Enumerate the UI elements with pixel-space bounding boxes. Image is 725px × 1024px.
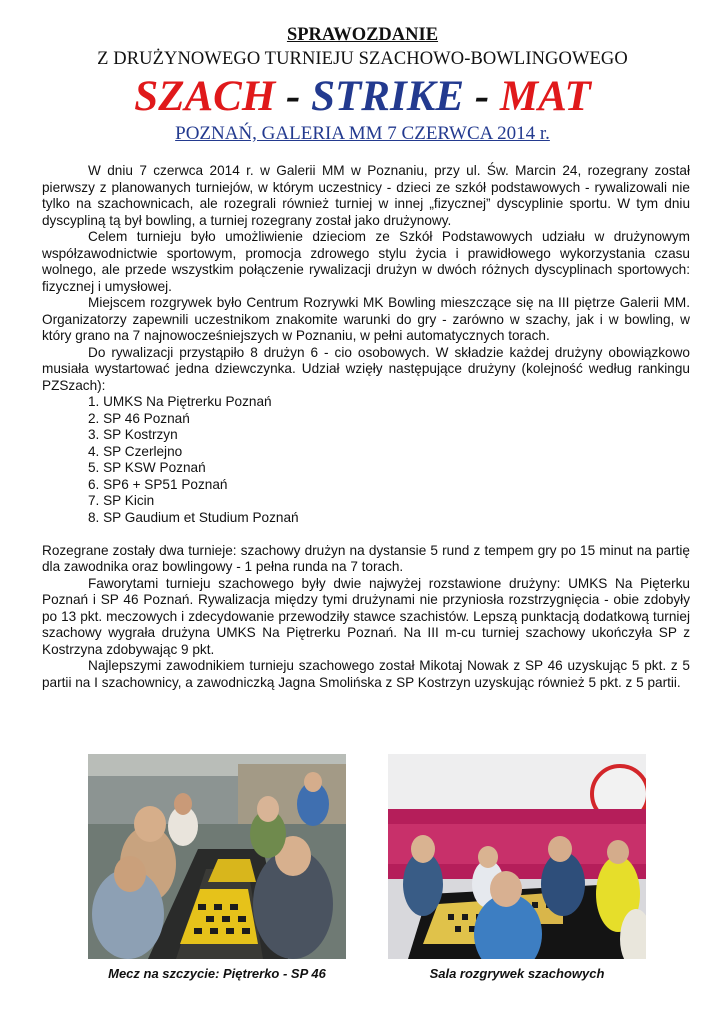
teams-list <box>42 394 690 526</box>
title-separator: - <box>464 73 500 120</box>
list-item: 2. SP 46 Poznań <box>88 410 190 426</box>
title-separator: - <box>275 73 312 120</box>
title-mat: MAT <box>499 73 591 120</box>
list-item: 8. SP Gaudium et Studium Poznań <box>88 509 299 525</box>
photo-chess-hall-image <box>388 754 646 959</box>
list-item: 6. SP6 + SP51 Poznań <box>88 476 228 492</box>
spacer <box>42 526 690 543</box>
report-heading: SPRAWOZDANIE <box>286 25 439 45</box>
photo-top-match <box>88 754 346 959</box>
tournament-title <box>0 72 725 122</box>
list-item: 3. SP Kostrzyn <box>88 427 178 442</box>
paragraph-intro: W dniu 7 czerwca 2014 r. w Galerii MM w Poznaniu, przy ul. Św. Marcin 24, rozegrany został pierwszy z planowanych turniejów, w którym uczestnicy - dzieci ze szkół podstawowych - rywalizowali nie tylko na szachownicach, ale rozegrali również turniej w innej „fizycznej” dyscyplinie sportu. W tym dniu dyscypliną tą był bowling, a turniej rozegrany został jako drużynowy. <box>42 163 690 228</box>
photo-chess-hall <box>388 754 646 959</box>
paragraph-best-players: Najlepszymi zawodnikiem turnieju szachowego został Mikotaj Nowak z SP 46 uzyskując 5 pkt. z 5 partii na I szachownicy, a zawodniczką Jagna Smolińska z SP Kostrzyn uzyskując również 5 pkt. z 5 partii. <box>42 658 690 690</box>
list-item: 4. SP Czerlejno <box>88 443 183 459</box>
caption-left: Mecz na szczycie: Piętrerko - SP 46 <box>108 966 326 981</box>
report-body <box>42 163 690 691</box>
paragraph-favourites: Faworytami turnieju szachowego były dwie najwyżej rozstawione drużyny: UMKS Na Pięterku Poznań i SP 46 Poznań. Rywalizacja między tymi drużynami nie przyniosła rozstrzygnięcia - obie zdobyły po 13 pkt. meczowych i zdecydowanie przewodziły stawce szachistów. Lepszą punktacją dodatkową turniej szachowy wygrała drużyna UMKS Na Piętrerku Poznań. Na III m-cu turniej szachowy ukończyła SP z Kostrzyna zdobywając 9 pkt. <box>42 575 690 657</box>
paragraph-goal: Celem turnieju było umożliwienie dzieciom ze Szkół Podstawowych udziału w drużynowym współzawodnictwie sportowym, promocja zdrowego stylu życia i prawidłowego wykorzystania czasu wolnego, ale przede wszystkim połączenie rywalizacji drużyn w dwóch różnych dyscyplinach sportowych: fizycznej i umysłowej. <box>42 229 690 294</box>
place-date: POZNAŃ, GALERIA MM 7 CZERWCA 2014 r. <box>175 123 550 144</box>
list-item: 7. SP Kicin <box>88 493 155 508</box>
paragraph-teams-intro: Do rywalizacji przystąpiło 8 drużyn 6 - cio osobowych. W składzie każdej drużyny obowiązkowo musiała wystartować jedna dziewczynka. Udział wzięły następujące drużyny (kolejność według rankingu PZSzach): <box>42 344 690 393</box>
list-item: 1. UMKS Na Piętrerku Poznań <box>88 394 272 409</box>
title-strike: STRIKE <box>311 73 465 120</box>
paragraph-format: Rozegrane zostały dwa turnieje: szachowy drużyn na dystansie 5 rund z tempem gry po 15 minut na partię dla zawodnika oraz bowlingowy - 1 pełna runda na 7 torach. <box>42 542 690 574</box>
caption-right: Sala rozgrywek szachowych <box>429 966 605 981</box>
paragraph-venue: Miejscem rozgrywek było Centrum Rozrywki MK Bowling mieszczące się na III piętrze Galerii MM. Organizatorzy zapewnili uczestnikom znakomite warunki do gry - zarówno w szachy, jak i w bowling, w który grano na 7 najnowocześniejszych w Poznaniu, w pełni automatycznych torach. <box>42 295 690 343</box>
report-subtitle: Z DRUŻYNOWEGO TURNIEJU SZACHOWO-BOWLINGOWEGO <box>97 49 628 69</box>
photo-top-match-image <box>88 754 346 959</box>
list-item: 5. SP KSW Poznań <box>88 460 206 475</box>
title-szach: SZACH <box>134 73 276 120</box>
